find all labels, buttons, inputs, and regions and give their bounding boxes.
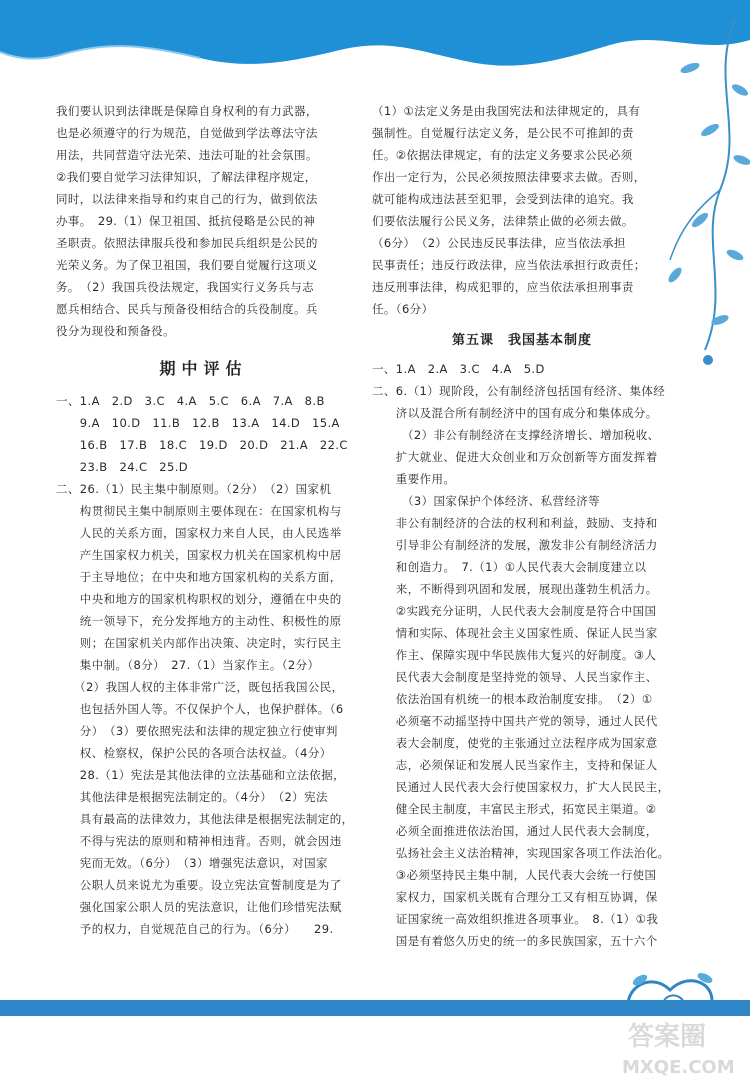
bottom-bar (0, 1000, 750, 1016)
text-line: 表大会制度，使党的主张通过立法程序成为国家意 (372, 736, 658, 750)
text-line: 其他法律是根据宪法制定的。（4分） （2）宪法 (56, 790, 328, 804)
text-line: 则；在国家机关内部作出决策、决定时，实行民主 (56, 636, 342, 650)
section-title-midterm: 期中评估 (159, 359, 248, 378)
text-line: （2）我国人权的主体非常广泛，既包括我国公民， (56, 680, 344, 694)
text-line: 同时，以法律来指导和约束自己的行为，做到依法 (56, 192, 318, 206)
text-line: 办事。 29.（1）保卫祖国、抵抗侵略是公民的神 (56, 214, 316, 228)
text-line: 务。 （2）我国兵役法规定，我国实行义务兵与志 (56, 280, 315, 294)
text-line: 二、26.（1）民主集中制原则。（2分） （2）国家机 (56, 482, 332, 496)
text-line: 不得与宪法的原则和精神相违背。否则，就会因违 (56, 834, 342, 848)
text-line: 和创造力。 7.（1）①人民代表大会制度建立以 (372, 560, 647, 574)
text-line: 也包括外国人等。不仅保护个人，也保护群体。（6 (56, 702, 344, 716)
right-essay (372, 380, 672, 952)
answer-line: 一、1.A 2.A 3.C 4.A 5.D (372, 362, 545, 376)
text-line: 愿兵相结合、民兵与预备役相结合的兵役制度。兵 (56, 302, 318, 316)
text-line: 来，不断得到巩固和发展，展现出蓬勃生机活力。 (372, 582, 658, 596)
text-line: 公职人员来说尤为重要。设立宪法宣誓制度是为了 (56, 878, 342, 892)
watermark-url: MXQE.COM (622, 1057, 735, 1078)
text-line: 民代表大会制度是坚持党的领导、人民当家作主、 (372, 670, 658, 684)
left-multiple-choice (56, 390, 351, 478)
text-line: 役分为现役和预备役。 (56, 324, 175, 338)
text-line: 济以及混合所有制经济中的国有成分和集体成分。 (372, 406, 658, 420)
text-line: 扩大就业、促进大众创业和万众创新等方面发挥着 (372, 450, 658, 464)
text-line: 分） （3）要依照宪法和法律的规定独立行使审判 (56, 724, 338, 738)
text-line: 具有最高的法律效力，其他法律是根据宪法制定的， (56, 812, 354, 826)
text-line: 我们要认识到法律既是保障自身权利的有力武器， (56, 104, 318, 118)
left-column (56, 100, 354, 940)
text-line: （6分） （2）公民违反民事法律，应当依法承担 (372, 236, 626, 250)
text-line: 民通过人民代表大会行使国家权力，扩大人民民主， (372, 780, 670, 794)
text-line: 就可能构成违法甚至犯罪，会受到法律的追究。我 (372, 192, 634, 206)
text-line: 构贯彻民主集中制原则主要体现在：在国家机构与 (56, 504, 342, 518)
text-line: 家权力，国家机关既有合理分工又有相互协调，保 (372, 890, 658, 904)
text-line: 任。（6分） (372, 302, 434, 316)
section-title-lesson5: 第五课 我国基本制度 (451, 333, 592, 348)
text-line: ②实践充分证明，人民代表大会制度是符合中国国 (372, 604, 657, 618)
top-wave-decoration (0, 0, 750, 80)
answer-line: 一、1.A 2.D 3.C 4.A 5.C 6.A 7.A 8.B (56, 394, 325, 408)
text-line: 健全民主制度，丰富民主形式，拓宽民主渠道。② (372, 802, 657, 816)
text-line: 作主、保障实现中华民族伟大复兴的好制度。③人 (372, 648, 657, 662)
text-line: （2）非公有制经济在支撑经济增长、增加税收、 (372, 428, 660, 442)
text-line: ②我们要自觉学习法律知识，了解法律程序规定， (56, 170, 317, 184)
text-line: 强制性。自觉履行法定义务，是公民不可推卸的责 (372, 126, 634, 140)
left-intro (56, 100, 351, 342)
answer-line: 23.B 24.C 25.D (56, 460, 189, 474)
text-line: 统一领导下，充分发挥地方的主动性、积极性的原 (56, 614, 342, 628)
text-line: 圣职责。依照法律服兵役和参加民兵组织是公民的 (56, 236, 318, 250)
text-line: 产生国家权力机关，国家权力机关在国家机构中居 (56, 548, 342, 562)
text-line: 用法，共同营造守法光荣、违法可耻的社会氛围。 (56, 148, 318, 162)
text-line: 证国家统一高效组织推进各项事业。 8.（1）①我 (372, 912, 659, 926)
text-line: 志，必须保证和发展人民当家作主，支持和保证人 (372, 758, 658, 772)
text-line: 28.（1）宪法是其他法律的立法基础和立法依据， (56, 768, 346, 782)
right-column (372, 100, 672, 952)
text-line: 集中制。（8分） 27.（1）当家作主。（2分） (56, 658, 320, 672)
text-line: 光荣义务。为了保卫祖国，我们要自觉履行这项义 (56, 258, 318, 272)
text-line: 国是有着悠久历史的统一的多民族国家，五十六个 (372, 934, 658, 948)
text-line: 人民的关系方面，国家权力来自人民，由人民选举 (56, 526, 342, 540)
text-line: 依法治国有机统一的根本政治制度安排。 （2）① (372, 692, 653, 706)
right-intro (372, 100, 672, 320)
text-line: （3）国家保护个体经济、私营经济等 (372, 494, 601, 508)
text-line: 中央和地方的国家机构职权的划分，遵循在中央的 (56, 592, 342, 606)
text-line: 民事责任；违反行政法律，应当依法承担行政责任； (372, 258, 646, 272)
text-line: 也是必须遵守的行为规范，自觉做到学法尊法守法 (56, 126, 318, 140)
text-line: 任。②依据法律规定，有的法定义务要求公民必须 (372, 148, 633, 162)
text-line: 强化国家公职人员的宪法意识，让他们珍惜宪法赋 (56, 900, 342, 914)
text-line: 权、检察权，保护公民的各项合法权益。（4分） (56, 746, 332, 760)
text-line: 弘扬社会主义法治精神，实现国家各项工作法治化。 (372, 846, 670, 860)
text-line: 情和实际、体现社会主义国家性质、保证人民当家 (372, 626, 658, 640)
text-line: 二、6.（1）现阶段，公有制经济包括国有经济、集体经 (372, 384, 666, 398)
text-line: 们要依法履行公民义务，法律禁止做的必须去做。 (372, 214, 634, 228)
text-line: ③必须坚持民主集中制，人民代表大会统一行使国 (372, 868, 657, 882)
text-line: 必须毫不动摇坚持中国共产党的领导，通过人民代 (372, 714, 658, 728)
text-line: 引导非公有制经济的发展，激发非公有制经济活力 (372, 538, 658, 552)
left-essay (56, 478, 354, 940)
text-line: 于主导地位；在中央和地方国家机构的关系方面， (56, 570, 342, 584)
watermark (618, 1015, 748, 1081)
answer-line: 16.B 17.B 18.C 19.D 20.D 21.A 22.C (56, 438, 348, 452)
text-line: 非公有制经济的合法的权利和利益，鼓励、支持和 (372, 516, 658, 530)
watermark-logo-text: 答案圈 (628, 1022, 707, 1052)
text-line: 违反刑事法律，构成犯罪的，应当依法承担刑事责 (372, 280, 634, 294)
text-line: 宪而无效。（6分） （3）增强宪法意识，对国家 (56, 856, 328, 870)
text-line: （1）①法定义务是由我国宪法和法律规定的，具有 (372, 104, 641, 118)
text-line: 予的权力，自觉规范自己的行为。（6分） 29. (56, 922, 334, 936)
text-line: 作出一定行为，公民必须按照法律要求去做。否则， (372, 170, 646, 184)
text-line: 重要作用。 (372, 472, 456, 486)
answer-line: 9.A 10.D 11.B 12.B 13.A 14.D 15.A (56, 416, 340, 430)
text-line: 必须全面推进依法治国，通过人民代表大会制度， (372, 824, 658, 838)
